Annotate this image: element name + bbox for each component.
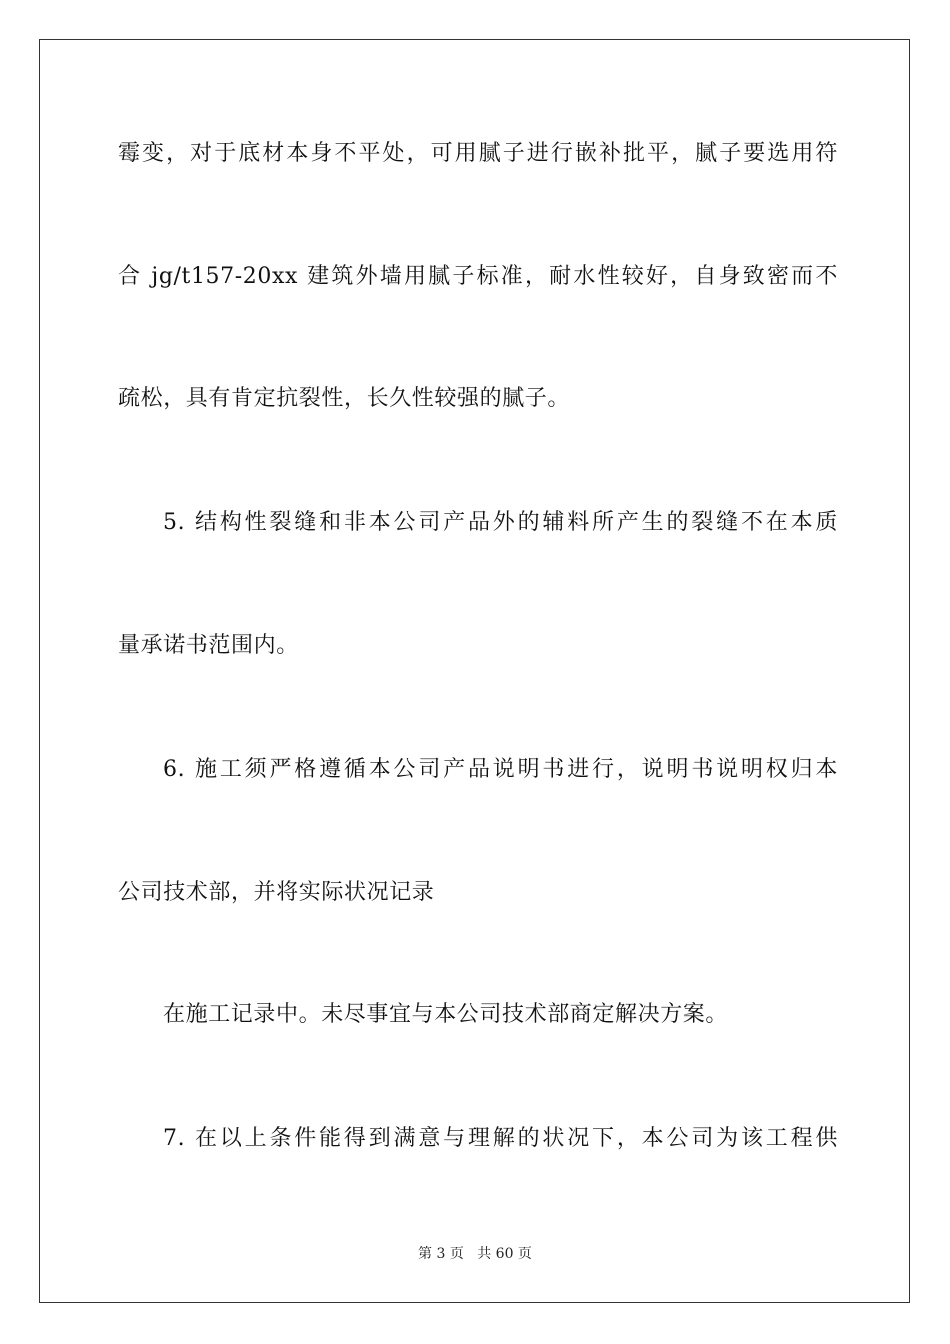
page-footer [0,1245,950,1263]
page-border [39,39,910,1303]
footer-spacer [464,1246,477,1262]
paragraph-line-1: 霉变，对于底材本身不平处，可用腻子进行嵌补批平，腻子要选用符 [118,141,838,166]
paragraph-line-4: 5. 结构性裂缝和非本公司产品外的辅料所产生的裂缝不在本质 [163,510,838,535]
paragraph-line-2: 合 jg/t157-20xx 建筑外墙用腻子标准，耐水性较好，自身致密而不 [118,264,838,289]
paragraph-line-3: 疏松，具有肯定抗裂性，长久性较强的腻子。 [118,386,571,411]
page-total: 共 60 页 [477,1246,532,1262]
paragraph-line-9: 7. 在以上条件能得到满意与理解的状况下，本公司为该工程供 [163,1126,838,1151]
page-number: 第 3 页 [418,1246,464,1262]
paragraph-line-8: 在施工记录中。未尽事宜与本公司技术部商定解决方案。 [163,1002,729,1027]
paragraph-line-6: 6. 施工须严格遵循本公司产品说明书进行，说明书说明权归本 [163,757,838,782]
paragraph-line-7: 公司技术部，并将实际状况记录 [118,880,435,905]
paragraph-line-5: 量承诺书范围内。 [118,633,299,658]
